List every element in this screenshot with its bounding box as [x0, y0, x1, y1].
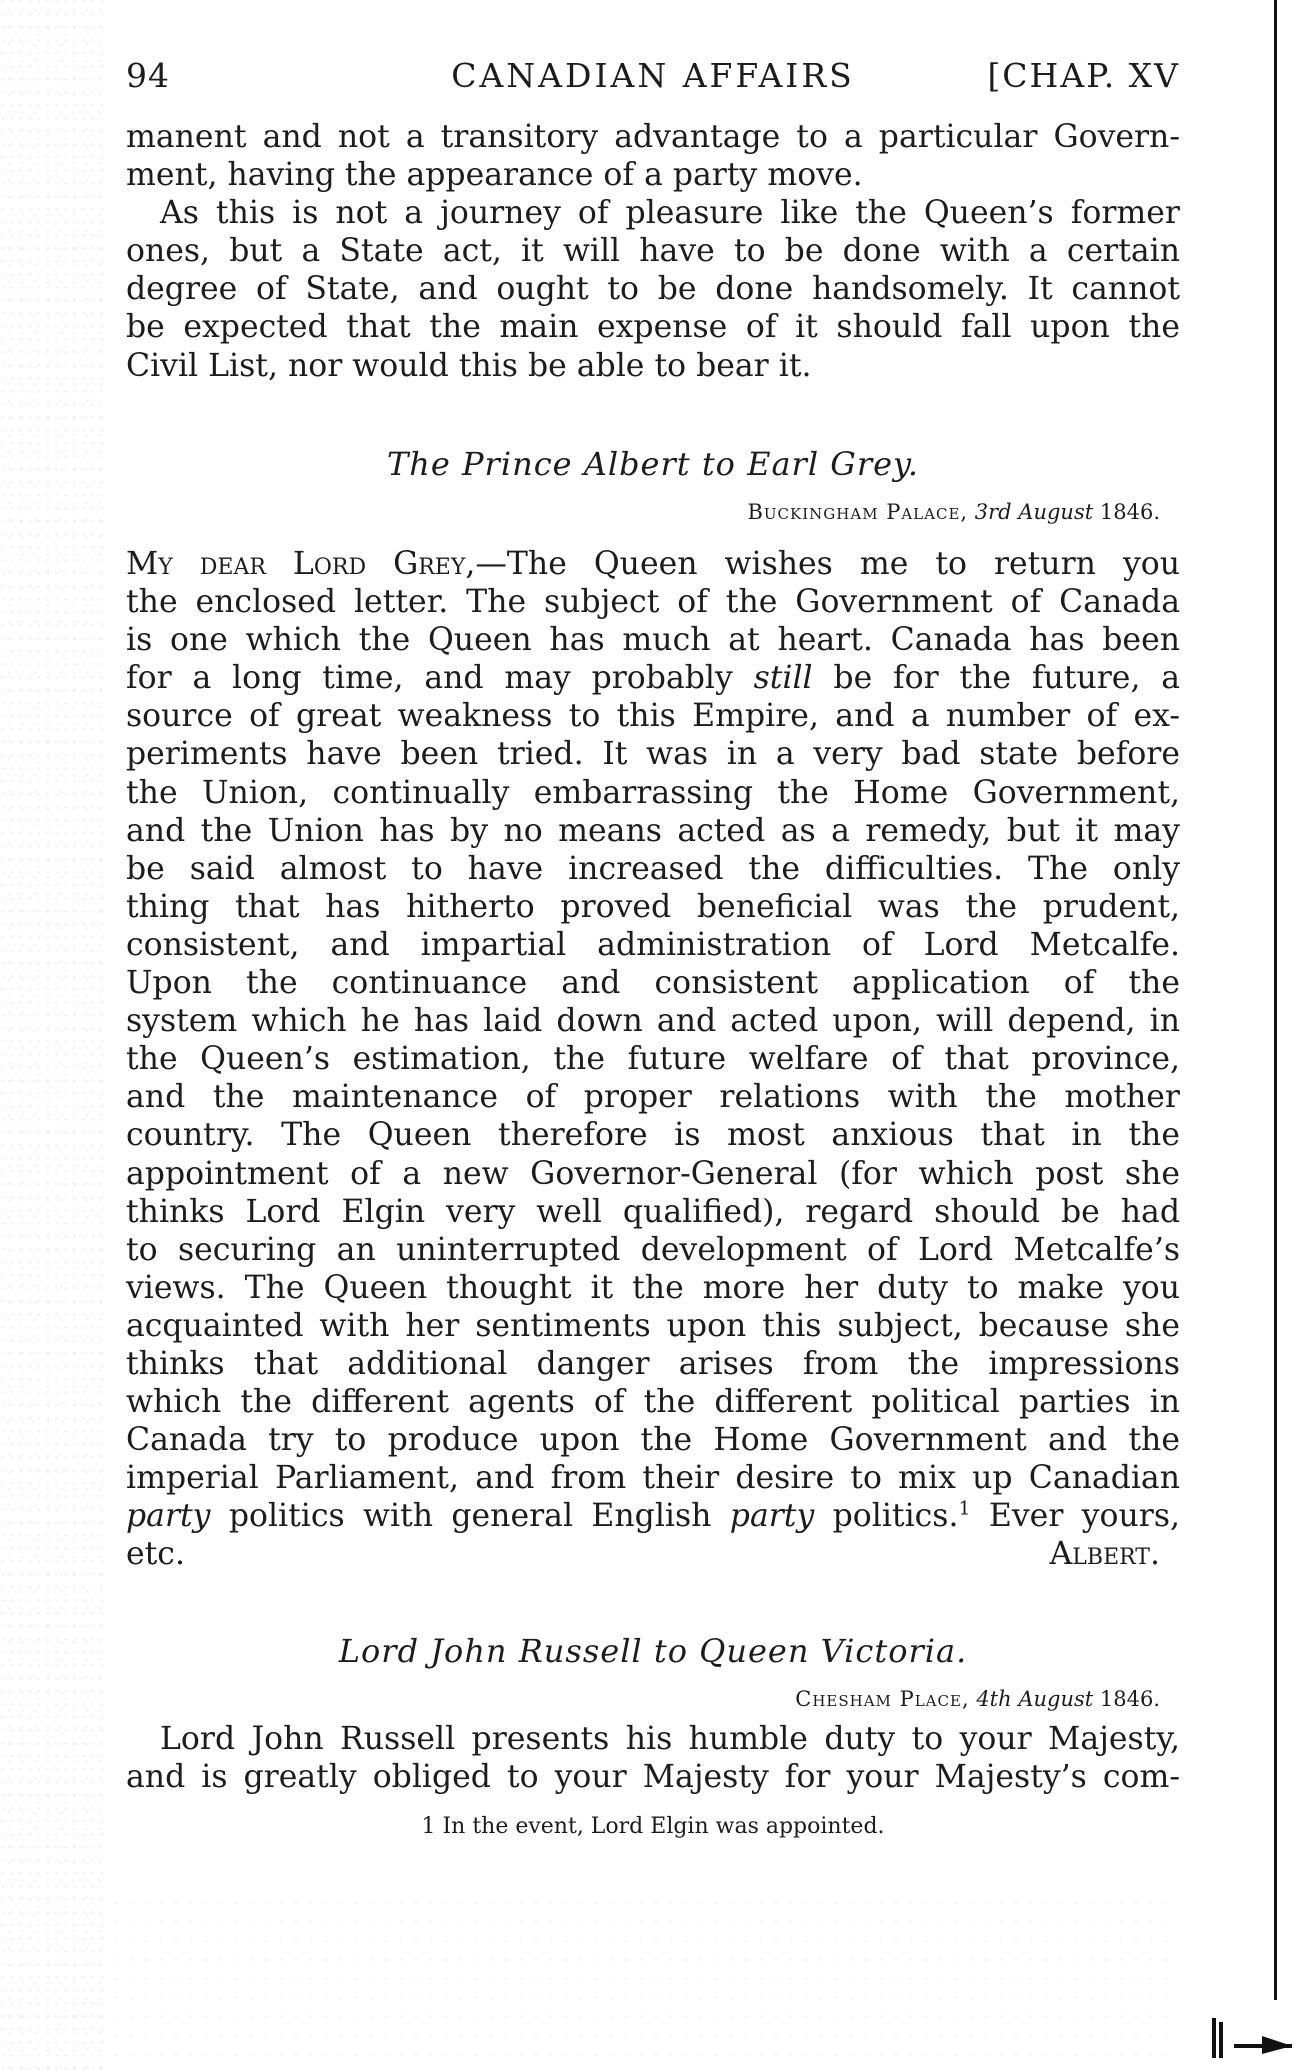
text-line: thing that has hitherto proved beneficial was the prudent,	[126, 888, 1180, 925]
dateline-place: Buckingham Palace,	[747, 500, 969, 524]
letter2-heading: Lord John Russell to Queen Victoria.	[338, 1632, 968, 1670]
text-line: country. The Queen therefore is most anxious that in the	[126, 1117, 1180, 1154]
page-corner-mark-icon	[1204, 2010, 1294, 2060]
text-line: is one which the Queen has much at heart. Canada has been	[126, 622, 1180, 659]
text-line: the enclosed letter. The subject of the Government of Canada	[126, 584, 1180, 621]
emphasis: still	[753, 660, 813, 697]
text-line: source of great weakness to this Empire, and a number of ex-	[126, 698, 1180, 735]
line-text: politics with general English	[228, 1498, 712, 1535]
salutation: My dear Lord Grey,	[126, 546, 476, 582]
text-line: ment, having the appearance of a party move.	[126, 157, 863, 194]
running-title: CANADIAN AFFAIRS	[451, 56, 855, 95]
dateline-date: 4th August	[976, 1687, 1094, 1711]
scan-bottom-noise	[110, 1895, 1170, 2065]
letter1-dateline	[126, 500, 1180, 524]
text-line: and the maintenance of proper relations with the mother	[126, 1079, 1180, 1116]
text-line: be expected that the main expense of it should fall upon the	[126, 309, 1180, 346]
text-line: As this is not a journey of pleasure like the Queen’s former	[160, 195, 1180, 232]
text-line: which the different agents of the different political parties in	[126, 1384, 1180, 1421]
text-line: the Queen’s estimation, the future welfare of that province,	[126, 1041, 1180, 1078]
line-text: etc.	[126, 1536, 185, 1573]
line-text: for a long time, and may probably	[126, 660, 733, 697]
text-line: degree of State, and ought to be done handsomely. It cannot	[126, 271, 1180, 308]
letter2-dateline	[126, 1687, 1180, 1711]
emphasis: party	[126, 1498, 211, 1535]
text-line: views. The Queen thought it the more her duty to make you	[126, 1269, 1180, 1306]
text-line: thinks Lord Elgin very well qualified), regard should be had	[126, 1193, 1180, 1230]
dateline-date: 3rd August	[974, 500, 1094, 524]
text-line: and is greatly obliged to your Majesty for your Majesty’s com-	[126, 1759, 1180, 1796]
text-line	[126, 545, 1180, 583]
text-line: acquainted with her sentiments upon this subject, because she	[126, 1307, 1180, 1344]
letter1-text	[126, 545, 1180, 1574]
text-line: system which he has laid down and acted upon, will depend, in	[126, 1003, 1180, 1040]
text-line	[126, 1535, 1180, 1573]
line-text: —The Queen wishes me to return you	[475, 546, 1180, 582]
text-line: thinks that additional danger arises from the impressions	[126, 1345, 1180, 1382]
text-line: to securing an uninterrupted development of Lord Metcalfe’s	[126, 1231, 1180, 1268]
emphasis: party	[729, 1498, 815, 1535]
section1-text	[126, 118, 1180, 385]
page-number: 94	[126, 56, 170, 95]
running-header	[126, 56, 1180, 104]
text-line: periments have been tried. It was in a very bad state before	[126, 736, 1180, 773]
letter2-text	[126, 1720, 1180, 1796]
text-line: Canada try to produce upon the Home Government and the	[126, 1422, 1180, 1459]
text-line: imperial Parliament, and from their desire to mix up Canadian	[126, 1460, 1180, 1497]
text-line: ones, but a State act, it will have to be done with a certain	[126, 233, 1180, 270]
page-edge-rule	[1274, 0, 1277, 2000]
text-line: Upon the continuance and consistent application of the	[126, 965, 1180, 1002]
letter1-heading: The Prince Albert to Earl Grey.	[386, 445, 920, 483]
line-text: politics.	[832, 1498, 959, 1535]
text-line	[126, 659, 1180, 697]
dateline-year: 1846.	[1099, 1687, 1160, 1711]
text-line: appointment of a new Governor-General (for which post she	[126, 1155, 1180, 1192]
footnote	[126, 1814, 1180, 1839]
text-line: Lord John Russell presents his humble duty to your Majesty,	[160, 1721, 1180, 1757]
text-line: consistent, and impartial administration of Lord Metcalfe.	[126, 926, 1180, 963]
line-text: be for the future, a	[833, 660, 1180, 697]
scan-edge-noise	[0, 0, 110, 2071]
text-line: and the Union has by no means acted as a remedy, but it may	[126, 812, 1180, 849]
text-line: Civil List, nor would this be able to bear it.	[126, 347, 812, 384]
line-text: Ever yours,	[988, 1498, 1180, 1535]
footnote-number: 1	[421, 1814, 436, 1839]
dateline-year: 1846.	[1099, 500, 1160, 524]
chapter-label: [CHAP. XV	[987, 56, 1180, 95]
signature: Albert.	[1049, 1536, 1160, 1573]
text-line: the Union, continually embarrassing the Home Government,	[126, 774, 1180, 811]
footnote-ref: 1	[958, 1497, 971, 1520]
dateline-place: Chesham Place,	[795, 1687, 970, 1711]
footnote-text: In the event, Lord Elgin was appointed.	[442, 1814, 885, 1839]
text-line	[126, 1497, 1180, 1535]
text-line: manent and not a transitory advantage to a particular Govern-	[126, 119, 1180, 155]
text-line: be said almost to have increased the difficulties. The only	[126, 850, 1180, 887]
